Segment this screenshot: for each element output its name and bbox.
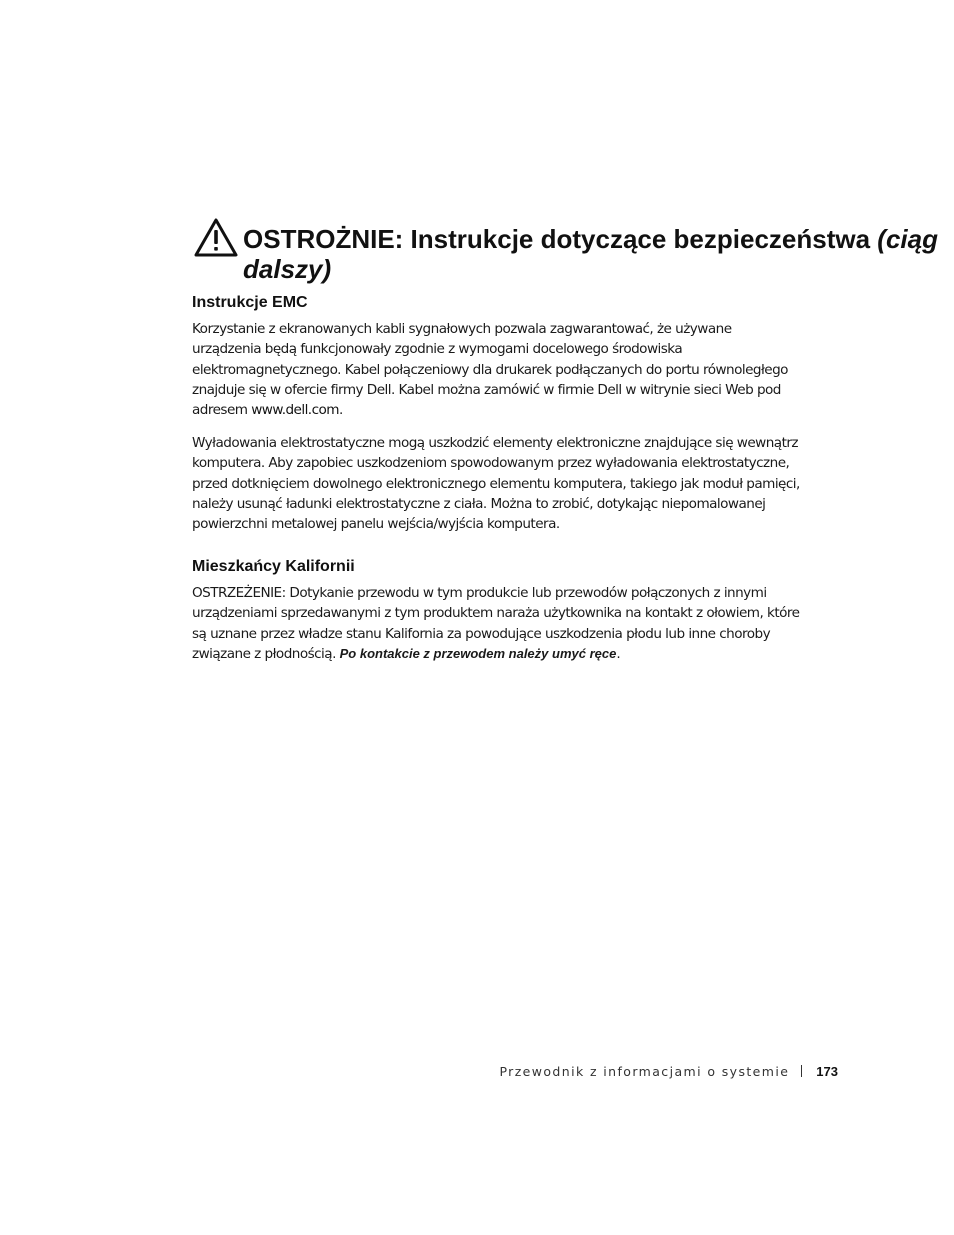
section-heading-emc: Instrukcje EMC [192,294,308,311]
paragraph-california-warning [192,583,804,664]
paragraph-emc-cables [192,319,804,420]
warning-text: Dotykanie przewodu w tym produkcie lub przewodów połączonych z innymi urządzeniami sprzedawanymi z tym produktem naraża użytkownika na kontakt z ołowiem, które są uznane przez władze stanu Kalifornia za powodujące uszkodzenia płodu lub inne choroby związane z płodnością. [192,585,800,662]
paragraph-emc-cables-text: Korzystanie z ekranowanych kabli sygnałowych pozwala zagwarantować, że używane urządzenia będą funkcjonowały zgodnie z wymogami docelowego środowiska elektromagnetycznego. Kabel połączeniowy dla drukarek podłączanych do portu równoległego znajduje się w ofercie firmy Dell. Kabel można zamówić w firmie Dell w witrynie sieci Web pod adresem [192,321,788,419]
warning-emphasis: Po kontakcie z przewodem należy umyć ręce [339,645,617,661]
page-title-main: OSTROŻNIE: Instrukcje dotyczące bezpieczeństwa [243,224,871,254]
page-title [243,224,954,284]
footer-separator [801,1065,802,1077]
footer-document-title: Przewodnik z informacjami o systemie [499,1063,790,1079]
page-title-continued: (ciąg dalszy) [243,224,938,284]
section-heading-california: Mieszkańcy Kalifornii [192,558,355,575]
paragraph-esd: Wyładowania elektrostatyczne mogą uszkodzić elementy elektroniczne znajdujące się wewnątrz komputera. Aby zapobiec uszkodzeniom spowodowanym przez wyładowania elektrostatyczne, przed dotknięciem dowolnego elektronicznego elementu komputera, takiego jak moduł pamięci, należy usunąć ładunki elektrostatyczne z ciała. Można to zrobić, dotykając niepomalowanej powierzchni metalowej panelu wejścia/wyjścia komputera. [192,435,800,533]
page-number: 173 [816,1063,838,1079]
warning-label: OSTRZEŻENIE: [192,585,286,601]
page-footer [400,1061,838,1081]
warning-end: . [616,645,621,662]
paragraph-emc-cables-end: . [338,402,343,419]
dell-website-link[interactable]: www.dell.com [251,402,339,419]
warning-triangle-icon [194,218,238,258]
